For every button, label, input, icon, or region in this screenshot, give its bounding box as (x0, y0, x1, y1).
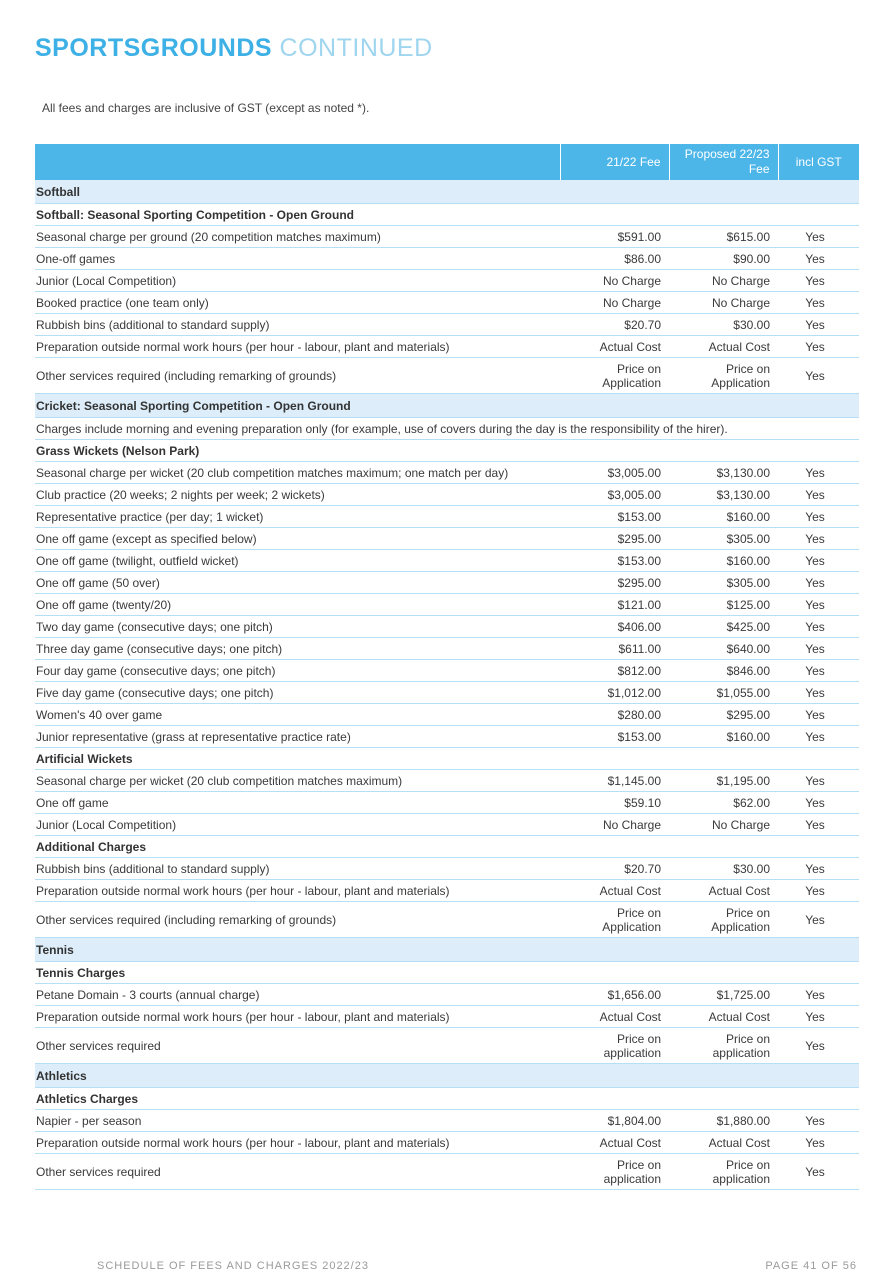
row-fee-2122: Actual Cost (560, 336, 669, 358)
table-row (35, 770, 859, 792)
row-fee-proposed-2223: No Charge (669, 270, 778, 292)
table-row (35, 1110, 859, 1132)
row-description: Seasonal charge per wicket (20 club competition matches maximum; one match per day) (35, 462, 560, 484)
section-heading-row (35, 1064, 859, 1088)
row-description: One off game (twilight, outfield wicket) (35, 550, 560, 572)
row-incl-gst: Yes (778, 506, 859, 528)
row-incl-gst: Yes (778, 770, 859, 792)
row-incl-gst: Yes (778, 704, 859, 726)
row-description: Club practice (20 weeks; 2 nights per week; 2 wickets) (35, 484, 560, 506)
row-fee-proposed-2223: $160.00 (669, 506, 778, 528)
row-incl-gst: Yes (778, 358, 859, 394)
row-description: Rubbish bins (additional to standard supply) (35, 858, 560, 880)
row-fee-proposed-2223: $295.00 (669, 704, 778, 726)
row-fee-2122: $59.10 (560, 792, 669, 814)
row-description: One off game (twenty/20) (35, 594, 560, 616)
table-row (35, 248, 859, 270)
row-fee-2122: No Charge (560, 814, 669, 836)
row-fee-proposed-2223: No Charge (669, 814, 778, 836)
table-row (35, 902, 859, 938)
table-row (35, 528, 859, 550)
row-fee-2122: Price on Application (560, 902, 669, 938)
row-incl-gst: Yes (778, 660, 859, 682)
row-description: Booked practice (one team only) (35, 292, 560, 314)
section-heading-row (35, 394, 859, 418)
row-fee-2122: $611.00 (560, 638, 669, 660)
row-incl-gst: Yes (778, 462, 859, 484)
table-row (35, 572, 859, 594)
row-description: Preparation outside normal work hours (per hour - labour, plant and materials) (35, 1006, 560, 1028)
column-header-fee-2122: 21/22 Fee (560, 144, 669, 180)
subsection-heading-row (35, 748, 859, 770)
row-fee-proposed-2223: $62.00 (669, 792, 778, 814)
row-incl-gst: Yes (778, 594, 859, 616)
heading-label: Grass Wickets (Nelson Park) (35, 440, 859, 462)
row-incl-gst: Yes (778, 572, 859, 594)
row-fee-2122: Actual Cost (560, 1132, 669, 1154)
section-heading-row (35, 938, 859, 962)
row-fee-2122: $153.00 (560, 550, 669, 572)
row-fee-proposed-2223: $125.00 (669, 594, 778, 616)
row-fee-proposed-2223: $3,130.00 (669, 462, 778, 484)
row-description: Four day game (consecutive days; one pitch) (35, 660, 560, 682)
row-incl-gst: Yes (778, 314, 859, 336)
table-row (35, 462, 859, 484)
heading-label: Tennis (35, 938, 859, 962)
row-incl-gst: Yes (778, 616, 859, 638)
row-description: Five day game (consecutive days; one pitch) (35, 682, 560, 704)
heading-label: Tennis Charges (35, 962, 859, 984)
row-incl-gst: Yes (778, 1028, 859, 1064)
row-description: One off game (35, 792, 560, 814)
row-incl-gst: Yes (778, 226, 859, 248)
subsection-heading-row (35, 204, 859, 226)
row-fee-2122: Actual Cost (560, 880, 669, 902)
row-fee-proposed-2223: Price on Application (669, 358, 778, 394)
row-fee-proposed-2223: Actual Cost (669, 880, 778, 902)
table-row (35, 726, 859, 748)
row-fee-2122: $153.00 (560, 726, 669, 748)
heading-label: Cricket: Seasonal Sporting Competition - Open Ground (35, 394, 859, 418)
heading-label: Athletics Charges (35, 1088, 859, 1110)
page-title-main: SPORTSGROUNDS (35, 34, 273, 62)
table-row (35, 550, 859, 572)
row-description: Junior (Local Competition) (35, 270, 560, 292)
table-row (35, 858, 859, 880)
row-description: Petane Domain - 3 courts (annual charge) (35, 984, 560, 1006)
row-fee-2122: Price on Application (560, 358, 669, 394)
row-incl-gst: Yes (778, 682, 859, 704)
row-fee-proposed-2223: $425.00 (669, 616, 778, 638)
row-fee-proposed-2223: Actual Cost (669, 1132, 778, 1154)
row-description: One-off games (35, 248, 560, 270)
table-row (35, 704, 859, 726)
row-fee-2122: Price on application (560, 1028, 669, 1064)
column-header-item (35, 144, 560, 180)
row-incl-gst: Yes (778, 726, 859, 748)
row-fee-proposed-2223: $846.00 (669, 660, 778, 682)
subsection-heading-row (35, 440, 859, 462)
table-row (35, 358, 859, 394)
row-fee-proposed-2223: $90.00 (669, 248, 778, 270)
heading-label: Artificial Wickets (35, 748, 859, 770)
fees-table-body (35, 180, 859, 1190)
row-fee-proposed-2223: $160.00 (669, 550, 778, 572)
row-fee-proposed-2223: Actual Cost (669, 336, 778, 358)
row-description: Seasonal charge per ground (20 competition matches maximum) (35, 226, 560, 248)
row-description: Women's 40 over game (35, 704, 560, 726)
subsection-heading-row (35, 962, 859, 984)
note-row (35, 418, 859, 440)
note-text: Charges include morning and evening preparation only (for example, use of covers during the day is the responsibility of the hirer). (35, 418, 859, 440)
row-fee-2122: $1,012.00 (560, 682, 669, 704)
table-row (35, 880, 859, 902)
row-description: Other services required (35, 1028, 560, 1064)
row-incl-gst: Yes (778, 638, 859, 660)
row-description: Preparation outside normal work hours (per hour - labour, plant and materials) (35, 880, 560, 902)
fees-table (35, 144, 859, 1190)
table-row (35, 484, 859, 506)
row-fee-proposed-2223: $1,055.00 (669, 682, 778, 704)
row-fee-2122: $295.00 (560, 528, 669, 550)
page-title-continued: CONTINUED (279, 34, 433, 62)
row-fee-2122: $121.00 (560, 594, 669, 616)
row-fee-2122: No Charge (560, 292, 669, 314)
table-row (35, 314, 859, 336)
row-incl-gst: Yes (778, 880, 859, 902)
row-incl-gst: Yes (778, 984, 859, 1006)
row-fee-proposed-2223: No Charge (669, 292, 778, 314)
row-fee-proposed-2223: $3,130.00 (669, 484, 778, 506)
heading-label: Additional Charges (35, 836, 859, 858)
row-description: Preparation outside normal work hours (per hour - labour, plant and materials) (35, 1132, 560, 1154)
row-incl-gst: Yes (778, 1110, 859, 1132)
row-description: Rubbish bins (additional to standard supply) (35, 314, 560, 336)
row-description: Preparation outside normal work hours (per hour - labour, plant and materials) (35, 336, 560, 358)
table-row (35, 792, 859, 814)
row-incl-gst: Yes (778, 550, 859, 572)
row-incl-gst: Yes (778, 528, 859, 550)
table-row (35, 984, 859, 1006)
row-fee-2122: $86.00 (560, 248, 669, 270)
column-header-proposed-2223: Proposed 22/23 Fee (669, 144, 778, 180)
row-fee-proposed-2223: $640.00 (669, 638, 778, 660)
row-fee-2122: $153.00 (560, 506, 669, 528)
row-fee-2122: $406.00 (560, 616, 669, 638)
column-header-incl-gst: incl GST (778, 144, 859, 180)
row-description: Seasonal charge per wicket (20 club competition matches maximum) (35, 770, 560, 792)
table-row (35, 226, 859, 248)
row-fee-proposed-2223: Actual Cost (669, 1006, 778, 1028)
footer-document-title: SCHEDULE OF FEES AND CHARGES 2022/23 (97, 1260, 369, 1272)
row-description: One off game (50 over) (35, 572, 560, 594)
row-fee-2122: $3,005.00 (560, 462, 669, 484)
table-row (35, 1154, 859, 1190)
row-fee-2122: $20.70 (560, 314, 669, 336)
gst-note: All fees and charges are inclusive of GST (except as noted *). (42, 101, 370, 115)
row-incl-gst: Yes (778, 484, 859, 506)
row-description: Other services required (35, 1154, 560, 1190)
row-fee-2122: Price on application (560, 1154, 669, 1190)
row-fee-proposed-2223: $160.00 (669, 726, 778, 748)
row-fee-proposed-2223: $1,195.00 (669, 770, 778, 792)
table-row (35, 292, 859, 314)
row-fee-proposed-2223: Price on application (669, 1028, 778, 1064)
row-description: Other services required (including remarking of grounds) (35, 902, 560, 938)
row-fee-2122: $280.00 (560, 704, 669, 726)
row-description: Junior (Local Competition) (35, 814, 560, 836)
row-fee-2122: Actual Cost (560, 1006, 669, 1028)
row-fee-proposed-2223: $30.00 (669, 314, 778, 336)
row-fee-2122: $1,804.00 (560, 1110, 669, 1132)
row-fee-2122: $1,145.00 (560, 770, 669, 792)
table-row (35, 506, 859, 528)
row-incl-gst: Yes (778, 792, 859, 814)
row-incl-gst: Yes (778, 1132, 859, 1154)
table-row (35, 1006, 859, 1028)
table-row (35, 1028, 859, 1064)
table-row (35, 616, 859, 638)
table-row (35, 660, 859, 682)
table-row (35, 638, 859, 660)
heading-label: Softball: Seasonal Sporting Competition - Open Ground (35, 204, 859, 226)
row-fee-proposed-2223: Price on application (669, 1154, 778, 1190)
section-heading-row (35, 180, 859, 204)
row-description: Napier - per season (35, 1110, 560, 1132)
row-incl-gst: Yes (778, 902, 859, 938)
page-title (35, 34, 433, 63)
row-description: Junior representative (grass at representative practice rate) (35, 726, 560, 748)
row-incl-gst: Yes (778, 292, 859, 314)
table-row (35, 336, 859, 358)
row-description: One off game (except as specified below) (35, 528, 560, 550)
row-description: Other services required (including remarking of grounds) (35, 358, 560, 394)
row-fee-proposed-2223: Price on Application (669, 902, 778, 938)
table-header-row (35, 144, 859, 180)
row-incl-gst: Yes (778, 270, 859, 292)
row-fee-2122: $20.70 (560, 858, 669, 880)
row-incl-gst: Yes (778, 858, 859, 880)
row-description: Representative practice (per day; 1 wicket) (35, 506, 560, 528)
table-row (35, 1132, 859, 1154)
row-fee-2122: $295.00 (560, 572, 669, 594)
row-fee-proposed-2223: $305.00 (669, 572, 778, 594)
row-incl-gst: Yes (778, 248, 859, 270)
heading-label: Athletics (35, 1064, 859, 1088)
table-row (35, 270, 859, 292)
row-fee-2122: $1,656.00 (560, 984, 669, 1006)
table-row (35, 682, 859, 704)
footer-page-number: PAGE 41 OF 56 (765, 1260, 857, 1272)
row-fee-proposed-2223: $30.00 (669, 858, 778, 880)
table-row (35, 814, 859, 836)
row-incl-gst: Yes (778, 336, 859, 358)
row-incl-gst: Yes (778, 1006, 859, 1028)
row-fee-2122: $591.00 (560, 226, 669, 248)
row-fee-proposed-2223: $1,880.00 (669, 1110, 778, 1132)
row-description: Three day game (consecutive days; one pitch) (35, 638, 560, 660)
row-description: Two day game (consecutive days; one pitch) (35, 616, 560, 638)
heading-label: Softball (35, 180, 859, 204)
table-row (35, 594, 859, 616)
row-fee-2122: $3,005.00 (560, 484, 669, 506)
subsection-heading-row (35, 836, 859, 858)
row-fee-proposed-2223: $615.00 (669, 226, 778, 248)
row-fee-2122: $812.00 (560, 660, 669, 682)
row-fee-proposed-2223: $305.00 (669, 528, 778, 550)
row-fee-2122: No Charge (560, 270, 669, 292)
subsection-heading-row (35, 1088, 859, 1110)
row-incl-gst: Yes (778, 1154, 859, 1190)
row-incl-gst: Yes (778, 814, 859, 836)
row-fee-proposed-2223: $1,725.00 (669, 984, 778, 1006)
